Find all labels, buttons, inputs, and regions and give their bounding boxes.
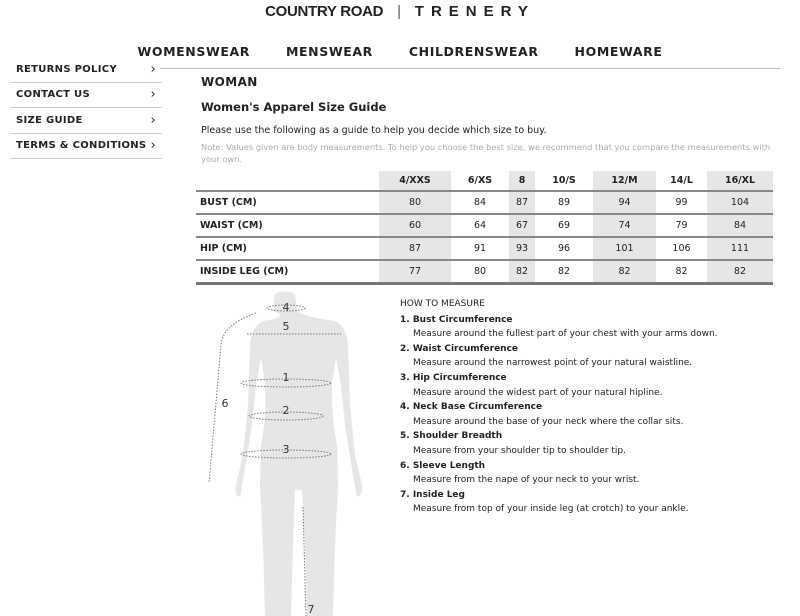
table-cell: 64: [451, 214, 509, 237]
table-cell: 93: [509, 237, 535, 260]
table-row: [196, 260, 773, 284]
how-to-item: [400, 313, 718, 342]
table-cell: 89: [535, 191, 593, 214]
how-to-heading: HOW TO MEASURE: [400, 299, 485, 309]
note-text: Note: Values given are body measurements. To help you choose the best size, we recommend that you compare the measurements with your own.: [201, 142, 771, 164]
how-to-item-desc: Measure around the fullest part of your chest with your arms down.: [413, 329, 718, 340]
sidebar-item-label: CONTACT US: [16, 89, 90, 101]
chevron-right-icon: ›: [150, 87, 156, 103]
how-to-item-title: 3. Hip Circumference: [400, 372, 507, 383]
how-to-list: [400, 313, 718, 517]
label-hip: 3: [282, 443, 290, 456]
brand-logo[interactable]: [0, 3, 800, 20]
table-cell: 96: [535, 237, 593, 260]
table-cell: 99: [656, 191, 707, 214]
row-label: INSIDE LEG (CM): [196, 260, 379, 284]
table-cell: 82: [593, 260, 656, 284]
column-header: 14/L: [656, 171, 707, 191]
table-row: [196, 191, 773, 214]
table-cell: 91: [451, 237, 509, 260]
column-header: 6/XS: [451, 171, 509, 191]
how-to-item: [400, 342, 718, 371]
sidebar-item-contact-us[interactable]: [10, 83, 162, 109]
column-header: 16/XL: [707, 171, 773, 191]
table-row: [196, 237, 773, 260]
table-cell: 87: [509, 191, 535, 214]
column-header: 4/XXS: [379, 171, 451, 191]
size-table: [196, 171, 773, 285]
table-cell: 94: [593, 191, 656, 214]
sidebar-item-terms[interactable]: [10, 134, 162, 160]
table-cell: 80: [379, 191, 451, 214]
table-cell: 104: [707, 191, 773, 214]
table-cell: 74: [593, 214, 656, 237]
table-cell: 111: [707, 237, 773, 260]
nav-menswear[interactable]: MENSWEAR: [285, 44, 373, 59]
chevron-right-icon: ›: [150, 61, 156, 77]
label-bust: 1: [282, 371, 290, 384]
sidebar-item-returns-policy[interactable]: [10, 57, 162, 83]
sidebar: [10, 57, 162, 159]
row-label: WAIST (CM): [196, 214, 379, 237]
row-label: BUST (CM): [196, 191, 379, 214]
label-shoulder: 5: [282, 320, 290, 333]
table-cell: 77: [379, 260, 451, 284]
table-cell: 82: [707, 260, 773, 284]
section-title: WOMAN: [201, 75, 258, 89]
table-cell: 82: [535, 260, 593, 284]
sidebar-item-label: RETURNS POLICY: [16, 63, 117, 75]
nav-womenswear[interactable]: WOMENSWEAR: [137, 44, 250, 59]
table-cell: 101: [593, 237, 656, 260]
nav-divider: [160, 68, 780, 69]
table-cell: 79: [656, 214, 707, 237]
sidebar-item-label: SIZE GUIDE: [16, 114, 83, 126]
table-cell: 82: [509, 260, 535, 284]
how-to-item-title: 5. Shoulder Breadth: [400, 431, 503, 442]
brand-country-road[interactable]: COUNTRY ROAD: [265, 3, 384, 20]
table-cell: 87: [379, 237, 451, 260]
how-to-item-desc: Measure from top of your inside leg (at crotch) to your ankle.: [413, 504, 689, 515]
how-to-item: [400, 459, 718, 488]
table-row: [196, 214, 773, 237]
how-to-item-desc: Measure from your shoulder tip to shoulder tip.: [413, 445, 626, 456]
how-to-item-title: 6. Sleeve Length: [400, 460, 486, 471]
how-to-item-title: 4. Neck Base Circumference: [400, 402, 543, 413]
page-title: Women's Apparel Size Guide: [201, 100, 387, 114]
how-to-item-desc: Measure from the nape of your neck to your wrist.: [413, 475, 640, 486]
intro-text: Please use the following as a guide to help you decide which size to buy.: [201, 125, 547, 136]
brand-trenery[interactable]: TRENERY: [414, 3, 535, 20]
chevron-right-icon: ›: [150, 112, 156, 128]
how-to-item: [400, 429, 718, 458]
how-to-item: [400, 488, 718, 517]
how-to-item: [400, 400, 718, 429]
how-to-measure: [400, 297, 718, 517]
table-cell: 60: [379, 214, 451, 237]
how-to-item-desc: Measure around the base of your neck where the collar sits.: [413, 416, 684, 427]
label-neck: 4: [282, 301, 290, 314]
how-to-item-title: 7. Inside Leg: [400, 489, 465, 500]
how-to-item-desc: Measure around the narrowest point of your natural waistline.: [413, 358, 693, 369]
nav-childrenswear[interactable]: CHILDRENSWEAR: [408, 44, 539, 59]
header-blank: [196, 171, 379, 191]
how-to-item-title: 1. Bust Circumference: [400, 314, 513, 325]
how-to-item: [400, 371, 718, 400]
how-to-item-title: 2. Waist Circumference: [400, 343, 519, 354]
table-cell: 84: [451, 191, 509, 214]
table-header-row: [196, 171, 773, 191]
table-cell: 84: [707, 214, 773, 237]
sidebar-item-label: TERMS & CONDITIONS: [16, 140, 147, 152]
table-cell: 106: [656, 237, 707, 260]
table-cell: 67: [509, 214, 535, 237]
label-leg: 7: [307, 603, 315, 616]
column-header: 10/S: [535, 171, 593, 191]
row-label: HIP (CM): [196, 237, 379, 260]
body-measurement-diagram: [195, 285, 395, 616]
table-cell: 82: [656, 260, 707, 284]
chevron-right-icon: ›: [150, 138, 156, 154]
nav-homeware[interactable]: HOMEWARE: [574, 44, 663, 59]
label-waist: 2: [282, 404, 290, 417]
label-sleeve: 6: [221, 397, 229, 410]
table-cell: 80: [451, 260, 509, 284]
sidebar-item-size-guide[interactable]: [10, 108, 162, 134]
how-to-item-desc: Measure around the widest part of your natural hipline.: [413, 387, 663, 398]
brand-separator: |: [397, 3, 401, 20]
body-silhouette: [236, 292, 363, 616]
column-header: 12/M: [593, 171, 656, 191]
table-cell: 69: [535, 214, 593, 237]
column-header: 8: [509, 171, 535, 191]
